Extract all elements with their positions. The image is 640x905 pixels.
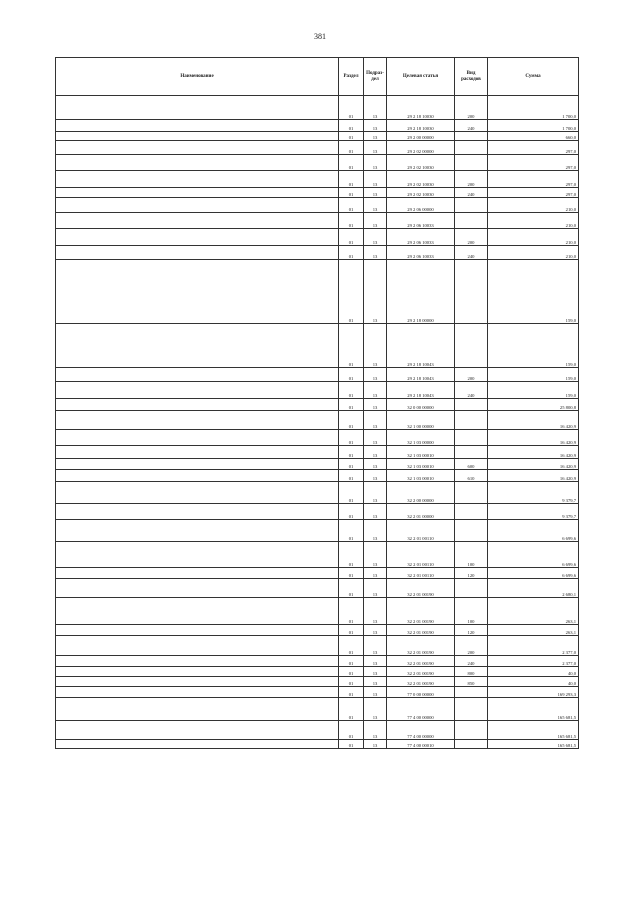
table-row [56,188,579,198]
table-row [56,382,579,399]
table-row [56,155,579,171]
cell-amount: 210,0 [488,229,579,246]
cell-subsection: 13 [364,598,387,625]
cell-amount: 1 700,0 [488,120,579,132]
cell-section: 01 [339,656,364,667]
cell-subsection: 13 [364,382,387,399]
column-header-subsection: Подраз-дел [364,58,387,96]
cell-target: 29 2 02 10030 [387,188,455,198]
cell-section: 01 [339,171,364,188]
cell-expense: 100 [455,542,488,568]
table-row [56,324,579,368]
cell-section: 01 [339,677,364,687]
table-row [56,132,579,141]
cell-name [56,687,339,698]
table-row [56,721,579,740]
cell-name [56,636,339,656]
column-header-amount: Сумма [488,58,579,96]
cell-name [56,677,339,687]
cell-amount: 210,0 [488,198,579,213]
cell-name [56,721,339,740]
cell-target: 32 2 01 00190 [387,598,455,625]
cell-section: 01 [339,542,364,568]
cell-amount: 9 379,7 [488,482,579,504]
cell-subsection: 13 [364,579,387,598]
cell-target: 77 4 00 00000 [387,721,455,740]
cell-name [56,399,339,411]
cell-expense [455,504,488,520]
table-row [56,687,579,698]
cell-section: 01 [339,246,364,260]
cell-section: 01 [339,260,364,324]
cell-name [56,698,339,721]
cell-amount: 660,0 [488,132,579,141]
cell-subsection: 13 [364,188,387,198]
table-row [56,667,579,677]
cell-target: 32 1 03 00010 [387,446,455,459]
cell-name [56,656,339,667]
cell-name [56,459,339,470]
cell-amount: 159,0 [488,260,579,324]
cell-name [56,171,339,188]
cell-amount: 165 681,5 [488,721,579,740]
cell-target: 29 2 18 10043 [387,368,455,382]
cell-section: 01 [339,229,364,246]
cell-section: 01 [339,368,364,382]
cell-section: 01 [339,740,364,749]
table-row [56,482,579,504]
cell-section: 01 [339,504,364,520]
cell-section: 01 [339,132,364,141]
cell-section: 01 [339,598,364,625]
cell-amount: 263,1 [488,598,579,625]
cell-expense: 850 [455,677,488,687]
cell-subsection: 13 [364,120,387,132]
cell-section: 01 [339,155,364,171]
table-row [56,568,579,579]
cell-amount: 16 420,9 [488,411,579,430]
cell-name [56,324,339,368]
cell-target: 32 2 01 00190 [387,636,455,656]
cell-target: 32 2 01 00110 [387,542,455,568]
cell-name [56,446,339,459]
cell-expense [455,721,488,740]
cell-name [56,411,339,430]
cell-section: 01 [339,459,364,470]
cell-section: 01 [339,636,364,656]
cell-amount: 159,0 [488,324,579,368]
cell-section: 01 [339,667,364,677]
table-row [56,677,579,687]
cell-section: 01 [339,520,364,542]
cell-amount: 16 420,9 [488,459,579,470]
table-row [56,411,579,430]
cell-amount: 25 800,8 [488,399,579,411]
cell-name [56,482,339,504]
cell-amount: 16 420,9 [488,446,579,459]
cell-subsection: 13 [364,171,387,188]
cell-name [56,625,339,636]
table-row [56,368,579,382]
cell-amount: 16 420,9 [488,430,579,446]
cell-amount: 6 699,6 [488,520,579,542]
cell-name [56,520,339,542]
cell-target: 29 2 02 10030 [387,171,455,188]
cell-expense: 240 [455,656,488,667]
cell-amount: 165 681,5 [488,740,579,749]
cell-subsection: 13 [364,721,387,740]
cell-subsection: 13 [364,430,387,446]
cell-target: 29 2 18 00000 [387,260,455,324]
cell-amount: 297,0 [488,188,579,198]
cell-amount: 210,0 [488,213,579,229]
cell-target: 29 2 06 10033 [387,229,455,246]
cell-name [56,155,339,171]
cell-expense [455,698,488,721]
cell-section: 01 [339,625,364,636]
cell-expense: 120 [455,568,488,579]
table-row [56,198,579,213]
cell-expense [455,520,488,542]
cell-expense [455,141,488,155]
cell-target: 32 2 01 00190 [387,677,455,687]
cell-target: 77 4 00 00010 [387,740,455,749]
cell-subsection: 13 [364,656,387,667]
cell-expense [455,198,488,213]
cell-expense [455,411,488,430]
cell-amount: 40,0 [488,667,579,677]
cell-subsection: 13 [364,740,387,749]
cell-subsection: 13 [364,636,387,656]
cell-expense: 240 [455,246,488,260]
cell-section: 01 [339,721,364,740]
cell-subsection: 13 [364,399,387,411]
cell-name [56,229,339,246]
cell-expense: 200 [455,171,488,188]
table-body [56,96,579,749]
cell-name [56,598,339,625]
cell-section: 01 [339,96,364,120]
cell-target: 29 2 02 00000 [387,141,455,155]
cell-target: 29 2 18 10043 [387,324,455,368]
cell-expense: 200 [455,636,488,656]
cell-name [56,132,339,141]
cell-amount: 2 680,1 [488,579,579,598]
cell-amount: 16 420,9 [488,470,579,482]
cell-subsection: 13 [364,542,387,568]
cell-name [56,246,339,260]
cell-name [56,382,339,399]
cell-name [56,188,339,198]
table-row [56,520,579,542]
cell-subsection: 13 [364,229,387,246]
cell-name [56,213,339,229]
budget-table [55,57,579,749]
cell-section: 01 [339,213,364,229]
cell-section: 01 [339,324,364,368]
cell-name [56,568,339,579]
cell-section: 01 [339,568,364,579]
cell-name [56,430,339,446]
cell-target: 32 1 00 00000 [387,411,455,430]
cell-amount: 9 379,7 [488,504,579,520]
cell-expense [455,260,488,324]
cell-section: 01 [339,430,364,446]
cell-subsection: 13 [364,213,387,229]
table-row [56,542,579,568]
cell-amount: 2 377,0 [488,636,579,656]
cell-expense: 100 [455,598,488,625]
column-header-expense: Вид расходов [455,58,488,96]
cell-name [56,141,339,155]
cell-section: 01 [339,411,364,430]
cell-expense [455,446,488,459]
cell-name [56,579,339,598]
cell-expense [455,687,488,698]
cell-subsection: 13 [364,482,387,504]
cell-target: 32 2 01 00110 [387,568,455,579]
cell-amount: 297,0 [488,141,579,155]
cell-target: 77 4 00 00000 [387,698,455,721]
cell-expense [455,155,488,171]
table-row [56,459,579,470]
cell-amount: 159,0 [488,368,579,382]
cell-target: 77 0 00 00000 [387,687,455,698]
cell-name [56,120,339,132]
cell-name [56,740,339,749]
cell-name [56,504,339,520]
table-row [56,504,579,520]
cell-subsection: 13 [364,687,387,698]
cell-amount: 159,0 [488,382,579,399]
cell-target: 29 2 06 00000 [387,198,455,213]
table-row [56,399,579,411]
table-row [56,446,579,459]
cell-name [56,542,339,568]
cell-subsection: 13 [364,677,387,687]
table-row [56,229,579,246]
cell-expense: 200 [455,96,488,120]
cell-target: 29 2 18 10030 [387,120,455,132]
cell-expense [455,430,488,446]
cell-target: 32 2 01 00110 [387,520,455,542]
cell-expense: 200 [455,368,488,382]
cell-expense [455,399,488,411]
cell-subsection: 13 [364,132,387,141]
cell-subsection: 13 [364,411,387,430]
table-row [56,740,579,749]
table-row [56,171,579,188]
table-row [56,579,579,598]
cell-name [56,198,339,213]
cell-amount: 297,0 [488,155,579,171]
cell-subsection: 13 [364,96,387,120]
cell-expense: 240 [455,188,488,198]
cell-name [56,368,339,382]
table-row [56,260,579,324]
cell-amount: 165 681,5 [488,698,579,721]
table-row [56,141,579,155]
table-row [56,656,579,667]
cell-expense: 240 [455,120,488,132]
column-header-name: Наименование [56,58,339,96]
table-header-row [56,58,579,96]
cell-target: 32 2 01 00190 [387,656,455,667]
cell-target: 32 2 01 00190 [387,667,455,677]
cell-section: 01 [339,579,364,598]
table-row [56,213,579,229]
cell-section: 01 [339,198,364,213]
cell-subsection: 13 [364,698,387,721]
cell-target: 32 2 00 00000 [387,482,455,504]
cell-expense: 200 [455,229,488,246]
cell-section: 01 [339,120,364,132]
cell-expense [455,482,488,504]
cell-name [56,667,339,677]
cell-target: 29 2 00 00000 [387,132,455,141]
cell-subsection: 13 [364,459,387,470]
cell-amount: 297,0 [488,171,579,188]
cell-subsection: 13 [364,568,387,579]
cell-target: 32 2 01 00190 [387,625,455,636]
cell-target: 32 2 01 00190 [387,579,455,598]
cell-expense: 800 [455,667,488,677]
cell-section: 01 [339,141,364,155]
cell-target: 29 2 18 10030 [387,96,455,120]
cell-subsection: 13 [364,520,387,542]
cell-amount: 6 699,6 [488,542,579,568]
cell-name [56,96,339,120]
cell-expense [455,324,488,368]
cell-target: 32 0 00 00000 [387,399,455,411]
cell-section: 01 [339,188,364,198]
cell-target: 29 2 02 10030 [387,155,455,171]
cell-expense [455,132,488,141]
cell-subsection: 13 [364,625,387,636]
column-header-section: Раздел [339,58,364,96]
cell-name [56,260,339,324]
cell-expense [455,213,488,229]
cell-target: 32 1 03 00010 [387,470,455,482]
cell-target: 32 2 01 00000 [387,504,455,520]
cell-amount: 1 700,0 [488,96,579,120]
table-row [56,96,579,120]
cell-target: 32 1 03 00010 [387,459,455,470]
cell-expense: 610 [455,470,488,482]
cell-target: 29 2 18 10043 [387,382,455,399]
cell-section: 01 [339,470,364,482]
cell-amount: 40,0 [488,677,579,687]
cell-amount: 6 699,6 [488,568,579,579]
cell-subsection: 13 [364,246,387,260]
cell-subsection: 13 [364,155,387,171]
cell-subsection: 13 [364,470,387,482]
table-row [56,246,579,260]
cell-section: 01 [339,446,364,459]
cell-section: 01 [339,698,364,721]
cell-amount: 210,0 [488,246,579,260]
table-row [56,698,579,721]
cell-subsection: 13 [364,141,387,155]
page-number: 381 [314,32,326,41]
table-row [56,636,579,656]
cell-subsection: 13 [364,260,387,324]
table-row [56,598,579,625]
table-row [56,120,579,132]
cell-expense: 120 [455,625,488,636]
cell-subsection: 13 [364,368,387,382]
cell-name [56,470,339,482]
table-row [56,430,579,446]
cell-subsection: 13 [364,667,387,677]
cell-expense: 240 [455,382,488,399]
cell-subsection: 13 [364,504,387,520]
cell-section: 01 [339,399,364,411]
cell-amount: 2 377,0 [488,656,579,667]
cell-section: 01 [339,482,364,504]
cell-subsection: 13 [364,446,387,459]
cell-target: 32 1 03 00000 [387,430,455,446]
cell-section: 01 [339,687,364,698]
cell-expense [455,740,488,749]
cell-subsection: 13 [364,324,387,368]
cell-target: 29 2 06 10033 [387,213,455,229]
cell-subsection: 13 [364,198,387,213]
table-row [56,470,579,482]
column-header-target: Целевая статья [387,58,455,96]
cell-target: 29 2 06 10033 [387,246,455,260]
cell-amount: 263,1 [488,625,579,636]
cell-expense [455,579,488,598]
cell-section: 01 [339,382,364,399]
cell-expense: 600 [455,459,488,470]
table-row [56,625,579,636]
cell-amount: 169 293,3 [488,687,579,698]
